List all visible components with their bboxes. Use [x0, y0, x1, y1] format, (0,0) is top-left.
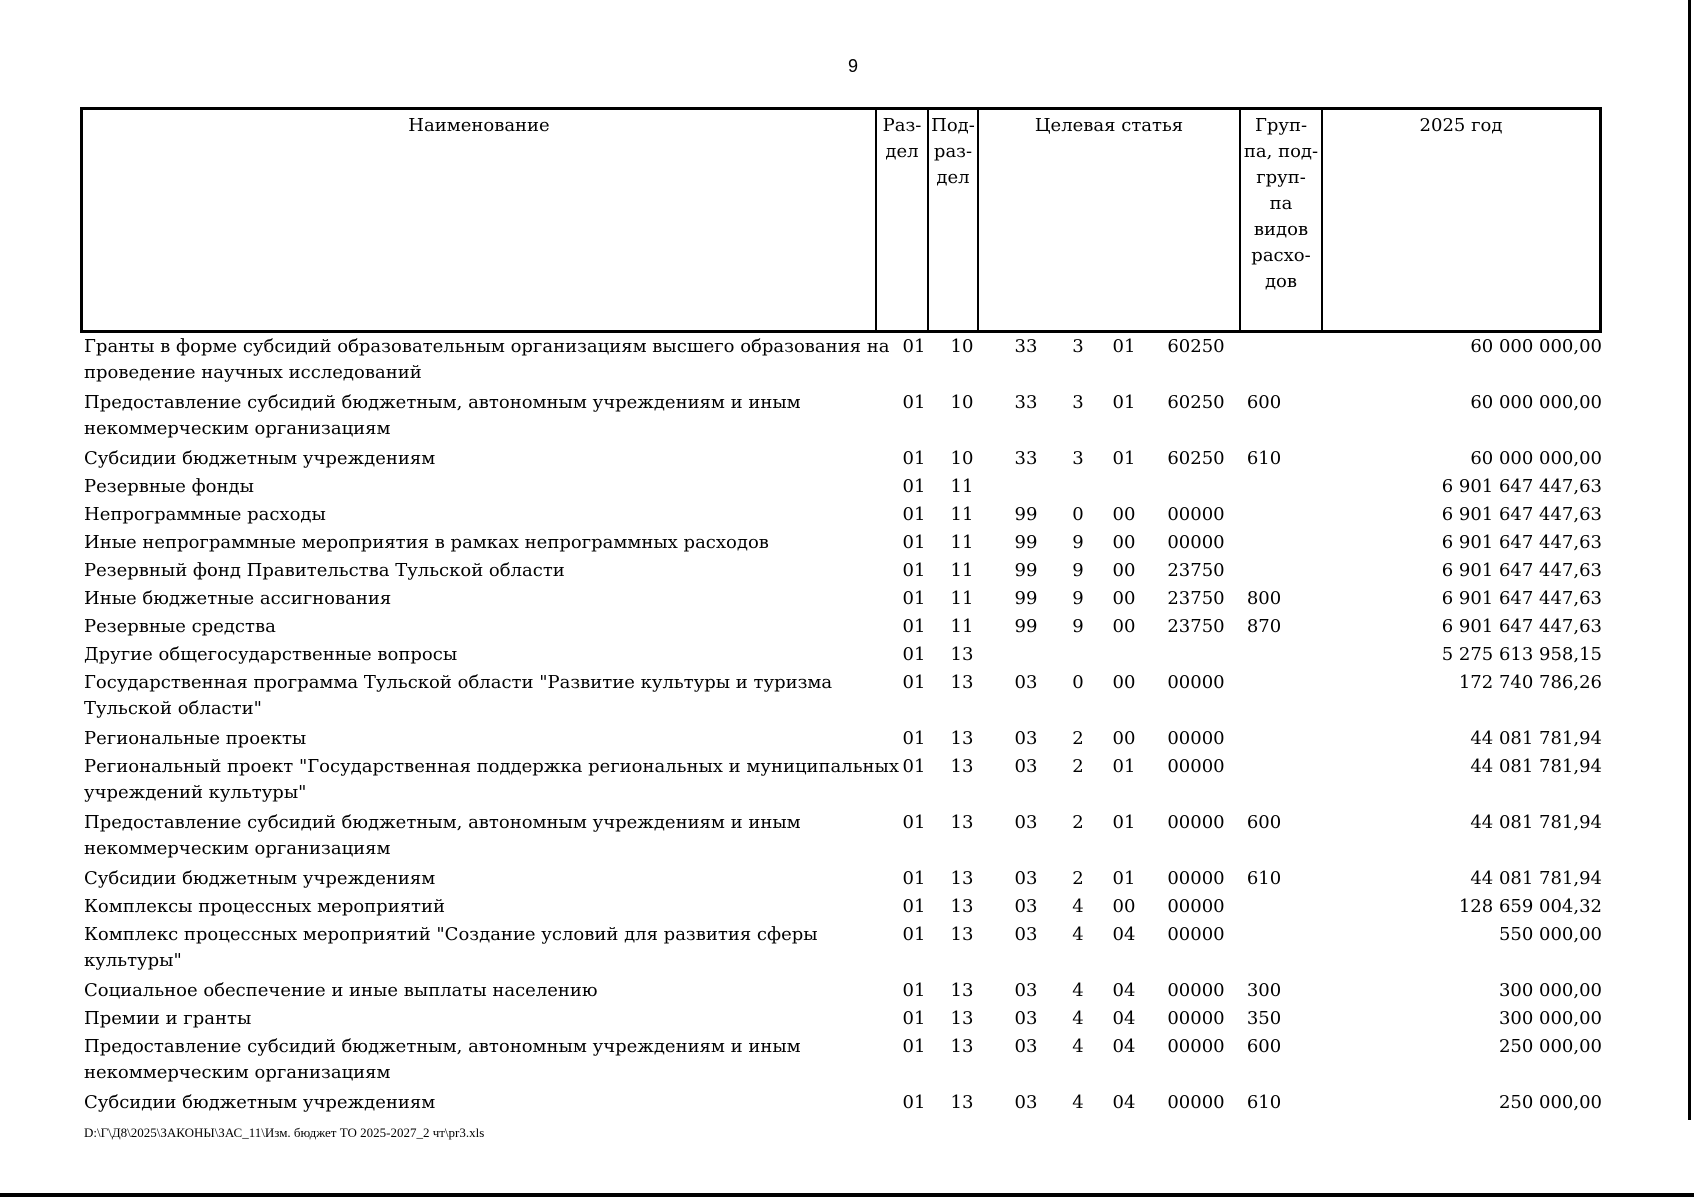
- header-line: раз-: [933, 141, 973, 162]
- cell-vr: 300: [1246, 980, 1282, 1001]
- cell-amount: 300 000,00: [1498, 1008, 1602, 1029]
- cell-name-line: учреждений культуры": [84, 782, 307, 803]
- cell-name-line: Предоставление субсидий бюджетным, автономным учреждениям и иным: [84, 392, 801, 413]
- cell-name-line: Резервный фонд Правительства Тульской области: [84, 560, 565, 581]
- cell-vr: 610: [1246, 1092, 1282, 1113]
- cell-name-line: Резервные фонды: [84, 476, 254, 497]
- cell-name-line: Субсидии бюджетным учреждениям: [84, 448, 436, 469]
- cell-amount: 6 901 647 447,63: [1441, 504, 1602, 525]
- cell-name: [84, 1034, 874, 1086]
- right-edge-rule: [1688, 0, 1691, 1120]
- cell-vr: 600: [1246, 392, 1282, 413]
- cell-amount: 300 000,00: [1498, 980, 1602, 1001]
- cell-razdel: 01: [902, 532, 926, 553]
- cell-cs-direction: 04: [1112, 1008, 1136, 1029]
- header-razdel: [875, 110, 927, 330]
- cell-amount: 250 000,00: [1498, 1036, 1602, 1057]
- cell-amount: 44 081 781,94: [1470, 868, 1602, 889]
- cell-vr: 870: [1246, 616, 1282, 637]
- cell-podrazdel: 10: [950, 392, 974, 413]
- cell-name-line: Непрограммные расходы: [84, 504, 326, 525]
- cell-cs-code: 23750: [1167, 588, 1225, 609]
- cell-razdel: 01: [902, 868, 926, 889]
- cell-amount: 6 901 647 447,63: [1441, 532, 1602, 553]
- cell-cs-direction: 04: [1112, 980, 1136, 1001]
- cell-podrazdel: 10: [950, 448, 974, 469]
- cell-razdel: 01: [902, 756, 926, 777]
- cell-podrazdel: 13: [950, 868, 974, 889]
- cell-name-line: Гранты в форме субсидий образовательным организациям высшего образования на: [84, 336, 890, 357]
- header-gruppa-vidov-rashodov: [1239, 110, 1321, 330]
- cell-vr: 610: [1246, 868, 1282, 889]
- cell-cs-direction: 01: [1112, 868, 1136, 889]
- cell-cs-program: 33: [1014, 336, 1038, 357]
- cell-vr: 600: [1246, 812, 1282, 833]
- cell-cs-code: 00000: [1167, 868, 1225, 889]
- cell-cs-direction: 01: [1112, 392, 1136, 413]
- cell-name: [84, 670, 874, 722]
- cell-razdel: 01: [902, 672, 926, 693]
- cell-razdel: 01: [902, 504, 926, 525]
- cell-name-line: проведение научных исследований: [84, 362, 422, 383]
- cell-cs-direction: 04: [1112, 1036, 1136, 1057]
- cell-vr: 800: [1246, 588, 1282, 609]
- cell-cs-code: 00000: [1167, 812, 1225, 833]
- cell-name-line: Комплекс процессных мероприятий "Создание условий для развития сферы: [84, 924, 818, 945]
- cell-cs-direction: 00: [1112, 532, 1136, 553]
- cell-name-line: Другие общегосударственные вопросы: [84, 644, 458, 665]
- cell-cs-code: 00000: [1167, 1036, 1225, 1057]
- cell-cs-type: 4: [1072, 980, 1084, 1001]
- cell-razdel: 01: [902, 924, 926, 945]
- cell-podrazdel: 11: [950, 476, 974, 497]
- cell-cs-direction: 00: [1112, 672, 1136, 693]
- cell-cs-direction: 01: [1112, 448, 1136, 469]
- cell-cs-program: 03: [1014, 980, 1038, 1001]
- cell-cs-type: 4: [1072, 1036, 1084, 1057]
- cell-name-line: Социальное обеспечение и иные выплаты населению: [84, 980, 598, 1001]
- cell-name: [84, 558, 874, 584]
- cell-name: [84, 726, 874, 752]
- cell-cs-program: 03: [1014, 896, 1038, 917]
- cell-cs-program: 03: [1014, 924, 1038, 945]
- cell-name: [84, 586, 874, 612]
- cell-cs-code: 00000: [1167, 980, 1225, 1001]
- cell-cs-type: 0: [1072, 504, 1084, 525]
- cell-name: [84, 502, 874, 528]
- cell-podrazdel: 11: [950, 588, 974, 609]
- cell-cs-code: 00000: [1167, 924, 1225, 945]
- header-year: [1321, 110, 1599, 330]
- header-line: Наименование: [408, 115, 550, 136]
- cell-amount: 250 000,00: [1498, 1092, 1602, 1113]
- cell-name-line: Иные бюджетные ассигнования: [84, 588, 392, 609]
- cell-name: [84, 922, 874, 974]
- header-line: Под-: [931, 115, 975, 136]
- file-path: D:\Г\Д8\2025\ЗАКОНЫ\ЗАС_11\Изм. бюджет ТО 2025-2027_2 чт\pr3.xls: [84, 1125, 485, 1140]
- cell-vr: 350: [1246, 1008, 1282, 1029]
- header-line: па: [1269, 193, 1293, 214]
- header-podrazdel: [927, 110, 977, 330]
- cell-cs-type: 2: [1072, 728, 1084, 749]
- cell-cs-type: 0: [1072, 672, 1084, 693]
- cell-name-line: Предоставление субсидий бюджетным, автономным учреждениям и иным: [84, 812, 801, 833]
- cell-cs-code: 00000: [1167, 1092, 1225, 1113]
- cell-podrazdel: 11: [950, 616, 974, 637]
- cell-cs-code: 00000: [1167, 896, 1225, 917]
- cell-name: [84, 1006, 874, 1032]
- cell-podrazdel: 13: [950, 924, 974, 945]
- cell-cs-program: 03: [1014, 756, 1038, 777]
- cell-cs-type: 9: [1072, 616, 1084, 637]
- cell-name: [84, 446, 874, 472]
- cell-razdel: 01: [902, 980, 926, 1001]
- cell-amount: 60 000 000,00: [1470, 392, 1602, 413]
- header-line: видов: [1253, 219, 1309, 240]
- cell-name: [84, 642, 874, 668]
- cell-cs-direction: 04: [1112, 924, 1136, 945]
- cell-name-line: Тульской области": [84, 698, 262, 719]
- cell-razdel: 01: [902, 1092, 926, 1113]
- cell-cs-program: 99: [1014, 616, 1038, 637]
- cell-cs-type: 4: [1072, 896, 1084, 917]
- cell-cs-direction: 00: [1112, 560, 1136, 581]
- cell-name-line: Субсидии бюджетным учреждениям: [84, 868, 436, 889]
- cell-podrazdel: 13: [950, 896, 974, 917]
- cell-amount: 44 081 781,94: [1470, 756, 1602, 777]
- bottom-edge-rule: [0, 1193, 1694, 1197]
- cell-cs-type: 2: [1072, 812, 1084, 833]
- cell-cs-direction: 00: [1112, 504, 1136, 525]
- header-celevaya-statya: [977, 110, 1239, 330]
- cell-cs-type: 4: [1072, 924, 1084, 945]
- cell-name-line: Государственная программа Тульской области "Развитие культуры и туризма: [84, 672, 833, 693]
- cell-name: [84, 474, 874, 500]
- cell-cs-type: 3: [1072, 392, 1084, 413]
- cell-name: [84, 390, 874, 442]
- cell-name-line: некоммерческим организациям: [84, 418, 391, 439]
- cell-cs-direction: 04: [1112, 1092, 1136, 1113]
- cell-podrazdel: 11: [950, 504, 974, 525]
- cell-cs-type: 9: [1072, 588, 1084, 609]
- cell-cs-direction: 01: [1112, 336, 1136, 357]
- cell-cs-program: 03: [1014, 1036, 1038, 1057]
- cell-podrazdel: 13: [950, 1092, 974, 1113]
- cell-razdel: 01: [902, 448, 926, 469]
- cell-name: [84, 614, 874, 640]
- cell-name-line: Региональный проект "Государственная поддержка региональных и муниципальных: [84, 756, 899, 777]
- cell-name: [84, 1090, 874, 1116]
- cell-cs-program: 03: [1014, 1092, 1038, 1113]
- cell-podrazdel: 11: [950, 560, 974, 581]
- cell-podrazdel: 13: [950, 728, 974, 749]
- cell-cs-code: 00000: [1167, 1008, 1225, 1029]
- cell-cs-program: 33: [1014, 448, 1038, 469]
- cell-cs-type: 3: [1072, 336, 1084, 357]
- cell-amount: 60 000 000,00: [1470, 336, 1602, 357]
- cell-cs-code: 23750: [1167, 560, 1225, 581]
- cell-cs-direction: 00: [1112, 896, 1136, 917]
- cell-cs-program: 99: [1014, 560, 1038, 581]
- cell-cs-direction: 00: [1112, 588, 1136, 609]
- header-line: Груп-: [1254, 115, 1308, 136]
- cell-podrazdel: 13: [950, 672, 974, 693]
- cell-amount: 44 081 781,94: [1470, 812, 1602, 833]
- cell-cs-direction: 01: [1112, 812, 1136, 833]
- cell-cs-type: 2: [1072, 756, 1084, 777]
- cell-razdel: 01: [902, 616, 926, 637]
- cell-cs-code: 00000: [1167, 728, 1225, 749]
- cell-amount: 128 659 004,32: [1458, 896, 1602, 917]
- cell-name-line: некоммерческим организациям: [84, 1062, 391, 1083]
- header-line: па, под-: [1243, 141, 1319, 162]
- cell-cs-direction: 01: [1112, 756, 1136, 777]
- cell-podrazdel: 13: [950, 1008, 974, 1029]
- cell-cs-code: 60250: [1167, 448, 1225, 469]
- cell-name-line: Региональные проекты: [84, 728, 307, 749]
- header-line: дов: [1264, 271, 1298, 292]
- cell-razdel: 01: [902, 560, 926, 581]
- cell-cs-code: 60250: [1167, 336, 1225, 357]
- cell-razdel: 01: [902, 728, 926, 749]
- cell-amount: 60 000 000,00: [1470, 448, 1602, 469]
- cell-cs-program: 33: [1014, 392, 1038, 413]
- cell-razdel: 01: [902, 812, 926, 833]
- header-line: Целевая статья: [1034, 115, 1184, 136]
- cell-amount: 5 275 613 958,15: [1441, 644, 1602, 665]
- cell-name-line: Субсидии бюджетным учреждениям: [84, 1092, 436, 1113]
- cell-amount: 172 740 786,26: [1458, 672, 1602, 693]
- cell-amount: 6 901 647 447,63: [1441, 616, 1602, 637]
- cell-amount: 6 901 647 447,63: [1441, 560, 1602, 581]
- cell-name: [84, 334, 890, 386]
- cell-podrazdel: 11: [950, 532, 974, 553]
- cell-razdel: 01: [902, 896, 926, 917]
- cell-amount: 6 901 647 447,63: [1441, 476, 1602, 497]
- cell-vr: 600: [1246, 1036, 1282, 1057]
- cell-podrazdel: 13: [950, 644, 974, 665]
- header-line: расхо-: [1251, 245, 1311, 266]
- header-line: груп-: [1256, 167, 1306, 188]
- header-line: 2025 год: [1419, 115, 1503, 136]
- cell-name-line: культуры": [84, 950, 182, 971]
- header-name: [83, 110, 875, 330]
- cell-cs-code: 23750: [1167, 616, 1225, 637]
- cell-cs-program: 99: [1014, 504, 1038, 525]
- cell-cs-program: 99: [1014, 532, 1038, 553]
- cell-name-line: Предоставление субсидий бюджетным, автономным учреждениям и иным: [84, 1036, 801, 1057]
- cell-name-line: некоммерческим организациям: [84, 838, 391, 859]
- cell-amount: 550 000,00: [1498, 924, 1602, 945]
- cell-cs-code: 00000: [1167, 532, 1225, 553]
- cell-razdel: 01: [902, 476, 926, 497]
- cell-amount: 44 081 781,94: [1470, 728, 1602, 749]
- cell-podrazdel: 13: [950, 1036, 974, 1057]
- cell-name: [84, 866, 874, 892]
- header-line: дел: [885, 141, 919, 162]
- cell-name: [84, 978, 874, 1004]
- cell-cs-direction: 00: [1112, 728, 1136, 749]
- cell-cs-code: 00000: [1167, 504, 1225, 525]
- cell-razdel: 01: [902, 336, 926, 357]
- cell-razdel: 01: [902, 392, 926, 413]
- cell-cs-type: 4: [1072, 1092, 1084, 1113]
- cell-podrazdel: 13: [950, 980, 974, 1001]
- cell-name-line: Иные непрограммные мероприятия в рамках непрограммных расходов: [84, 532, 769, 553]
- cell-cs-code: 60250: [1167, 392, 1225, 413]
- cell-razdel: 01: [902, 1008, 926, 1029]
- header-line: дел: [936, 167, 970, 188]
- cell-cs-code: 00000: [1167, 756, 1225, 777]
- cell-cs-type: 9: [1072, 532, 1084, 553]
- cell-cs-type: 9: [1072, 560, 1084, 581]
- cell-cs-direction: 00: [1112, 616, 1136, 637]
- cell-cs-type: 3: [1072, 448, 1084, 469]
- cell-podrazdel: 10: [950, 336, 974, 357]
- cell-cs-program: 99: [1014, 588, 1038, 609]
- cell-cs-program: 03: [1014, 868, 1038, 889]
- cell-cs-type: 4: [1072, 1008, 1084, 1029]
- cell-razdel: 01: [902, 644, 926, 665]
- cell-name-line: Резервные средства: [84, 616, 276, 637]
- cell-cs-program: 03: [1014, 1008, 1038, 1029]
- cell-razdel: 01: [902, 588, 926, 609]
- page-number: 9: [847, 56, 858, 76]
- cell-podrazdel: 13: [950, 812, 974, 833]
- cell-name-line: Комплексы процессных мероприятий: [84, 896, 446, 917]
- cell-name: [84, 530, 874, 556]
- cell-cs-program: 03: [1014, 672, 1038, 693]
- cell-amount: 6 901 647 447,63: [1441, 588, 1602, 609]
- cell-name-line: Премии и гранты: [84, 1008, 252, 1029]
- cell-name: [84, 894, 874, 920]
- cell-cs-program: 03: [1014, 812, 1038, 833]
- cell-cs-code: 00000: [1167, 672, 1225, 693]
- cell-cs-type: 2: [1072, 868, 1084, 889]
- header-line: Раз-: [882, 115, 922, 136]
- table-header: [80, 107, 1602, 333]
- cell-name: [84, 810, 874, 862]
- cell-name: [84, 754, 899, 806]
- cell-vr: 610: [1246, 448, 1282, 469]
- cell-podrazdel: 13: [950, 756, 974, 777]
- cell-cs-program: 03: [1014, 728, 1038, 749]
- cell-razdel: 01: [902, 1036, 926, 1057]
